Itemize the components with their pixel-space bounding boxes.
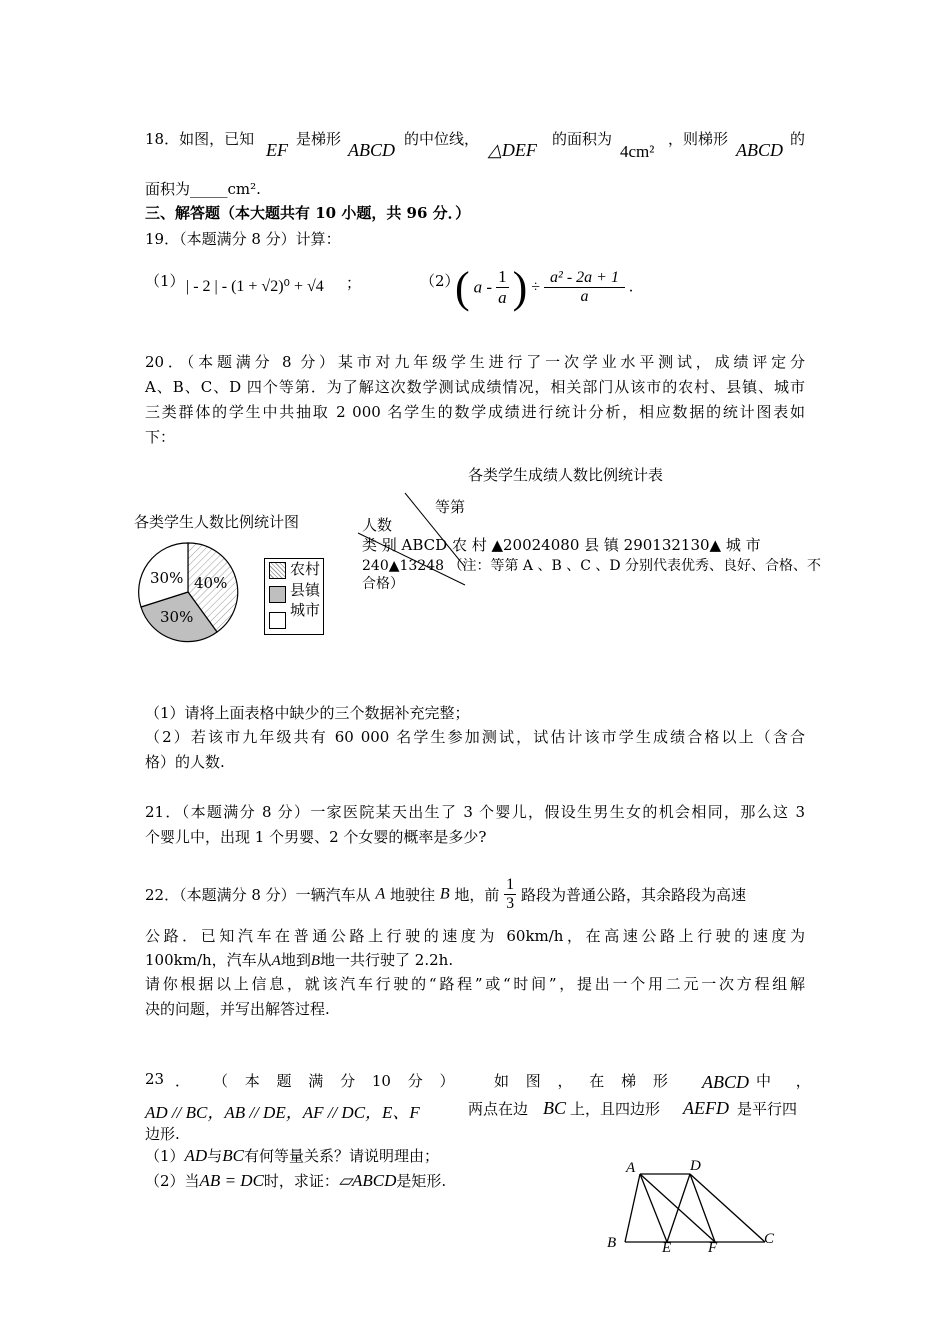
q20-row-text2: 240▲13248 （注：等第 A 、B 、C 、D 分别代表优秀、良好、合格、不	[362, 558, 822, 574]
fig-label-f: F	[708, 1240, 718, 1256]
q19-p2-frac1	[496, 267, 509, 308]
q19-head: 19．（本题满分 8 分）计算：	[145, 230, 341, 248]
q19-p2-frac2-den: a	[580, 288, 589, 305]
q22-l1d: 路段为普通公路，其余路段为高速	[520, 886, 746, 904]
edge-dc	[690, 1174, 765, 1242]
q19-p2-lparen: (	[455, 263, 470, 312]
q23-head-rest: 如 图 ， 在 梯 形	[494, 1072, 668, 1090]
q20-line1: 20．（本题满分 8 分）某市对九年级学生进行了一次学业水平测试，成绩评定分	[145, 353, 805, 371]
q20-table-title: 各类学生成绩人数比例统计表	[468, 466, 664, 484]
q20-line3: 三类群体的学生中共抽取 2 000 名学生的数学成绩进行统计分析，相应数据的统计图表如	[145, 403, 805, 421]
q22-l3c: 地一共行驶了 2.2h.	[320, 951, 454, 969]
q19-p2-frac1-den: a	[498, 288, 507, 307]
edge-df	[690, 1174, 715, 1242]
q19-p2-frac2	[544, 269, 625, 306]
q23-l2b: 上，且四边形	[570, 1100, 661, 1118]
q18-abcd2: ABCD	[736, 140, 783, 160]
q18-text4: ，则梯形	[668, 130, 729, 148]
q19-p1-end: ；	[346, 274, 362, 292]
q23-s1-label: （1）	[145, 1147, 185, 1165]
q23-sub1	[145, 1145, 439, 1166]
q19-p2-frac2-num: a² - 2a + 1	[544, 269, 625, 288]
q19-p2-a: a -	[473, 277, 493, 297]
edge-ae	[640, 1174, 667, 1242]
q23-l2a: 两点在边	[468, 1100, 529, 1118]
q22-line3	[145, 949, 453, 970]
q19-p2-div: ÷	[531, 278, 541, 296]
q18-line1	[145, 128, 254, 149]
q20-sub2a: （2）若该市九年级共有 60 000 名学生参加测试，试估计该市学生成绩合格以上（含合	[145, 728, 805, 746]
q20-sub2b: 格）的人数.	[145, 753, 225, 771]
q22-line2: 公路．已知汽车在普通公路上行驶的速度为 60km/h，在高速公路上行驶的速度为	[145, 927, 805, 945]
legend-swatch-city	[269, 612, 286, 629]
q22-b2: B	[310, 953, 321, 969]
q23-s1-yu: 与	[207, 1147, 223, 1165]
q23-l2-math: AD // BC，AB // DE，AF // DC，E、F	[145, 1103, 420, 1122]
q20-pie-label-left: 30%	[150, 569, 184, 587]
q22-frac-den: 3	[506, 895, 515, 912]
q23-s1-bc: BC	[222, 1146, 244, 1165]
q22-line1	[145, 876, 746, 913]
q23-s2-mid: 时，求证：	[263, 1172, 339, 1190]
q18-text5: 的	[790, 130, 806, 148]
q20-header-grade: 等第	[435, 498, 466, 516]
q20-pie-chart	[136, 540, 240, 644]
q21-line2: 个婴儿中，出现 1 个男婴、2 个女婴的概率是多少?	[145, 828, 487, 846]
fig-label-b: B	[607, 1235, 617, 1251]
fig-label-e: E	[662, 1240, 672, 1256]
q23-s1-rest: 有何等量关系？请说明理由；	[243, 1147, 439, 1165]
legend-label-county: 县镇	[290, 581, 321, 599]
q18-def: △DEF	[488, 140, 537, 160]
q23-s2-para: ▱ABCD	[338, 1171, 397, 1190]
q23-l2c: 是平行四	[737, 1100, 798, 1118]
q22-line4: 请你根据以上信息，就该汽车行驶的“路程”或“时间”，提出一个用二元一次方程组解	[145, 975, 805, 993]
q22-l1c: 地，前	[454, 886, 500, 904]
q23-line3: 边形.	[145, 1125, 180, 1143]
edge-de	[667, 1174, 690, 1242]
q18-text3: 的面积为	[552, 130, 613, 148]
q20-row-text1: 类 别 ABCD 农 村 ▲20024080 县 镇 290132130▲ 城 市	[362, 536, 761, 554]
q23-num: 23	[145, 1070, 165, 1088]
edge-af	[640, 1174, 715, 1242]
q20-row-text3: 合格）	[362, 576, 404, 592]
q19-p2-frac1-num: 1	[498, 267, 507, 286]
fig-label-c: C	[764, 1231, 775, 1247]
q23-s2-label: （2）当	[145, 1172, 200, 1190]
q23-s2-end: 是矩形.	[396, 1172, 447, 1190]
q19-p2-end: .	[628, 278, 633, 296]
legend-label-rural: 农村	[290, 560, 321, 578]
q20-pie-title: 各类学生人数比例统计图	[134, 513, 300, 531]
q23-bc: BC	[543, 1098, 567, 1118]
q19-p2-rparen: )	[512, 263, 528, 312]
q23-abcd: ABCD	[702, 1072, 749, 1092]
fig-label-a: A	[626, 1160, 636, 1176]
q23-dot: ．	[175, 1072, 191, 1090]
q19-p2-label: （2）	[420, 272, 460, 290]
q20-sub1: （1）请将上面表格中缺少的三个数据补充完整；	[145, 704, 470, 722]
q21-line1: 21．（本题满分 8 分）一家医院某天出生了 3 个婴儿，假设生男生女的机会相同，那么这 3	[145, 803, 805, 821]
q22-frac-num: 1	[506, 876, 515, 893]
legend-label-city: 城市	[290, 601, 321, 619]
q23-sub2	[145, 1170, 446, 1191]
q18-abcd: ABCD	[348, 140, 395, 160]
q19-p2-expr	[455, 262, 633, 313]
q19-p1-label: （1）	[145, 272, 185, 290]
legend-swatch-county	[269, 586, 286, 603]
q19-p1-expr: | - 2 | - (1 + √2)⁰ + √4	[186, 278, 324, 295]
q18-text1: 是梯形	[296, 130, 342, 148]
q23-s2-eq: AB = DC	[199, 1171, 264, 1190]
fig-label-d: D	[690, 1158, 701, 1174]
q20-pie-label-right: 40%	[194, 574, 228, 592]
q22-fraction	[504, 876, 516, 913]
legend-swatch-rural	[269, 562, 286, 579]
q22-a: A	[375, 885, 386, 903]
q20-line4: 下：	[145, 428, 176, 446]
q20-header-people: 人数	[362, 516, 393, 534]
q20-pie-label-bottom: 30%	[160, 608, 194, 626]
q18-text2: 的中位线，	[404, 130, 480, 148]
section3-heading: 三、解答题（本大题共有 10 小题，共 96 分．）	[145, 204, 471, 222]
q18-area: 4cm²	[620, 142, 655, 161]
q18-ef: EF	[266, 140, 288, 160]
q23-aefd: AEFD	[683, 1098, 729, 1118]
q22-l3a: 100km/h，汽车从	[145, 951, 272, 969]
q22-line5: 决的问题，并写出解答过程.	[145, 1000, 330, 1018]
q20-line2: A、B、C、D 四个等第．为了解这次数学测试成绩情况，相关部门从该市的农村、县镇、城市	[145, 378, 805, 396]
q18-line2: 面积为_____cm².	[145, 180, 261, 198]
q22-l1b: 地驶往	[390, 886, 436, 904]
q18-number: 18．如图，已知	[145, 130, 255, 148]
edge-ab	[625, 1174, 640, 1242]
q23-paren: （ 本 题 满 分 10 分 ）	[213, 1072, 455, 1090]
q22-b: B	[439, 885, 450, 903]
q23-zhong: 中 ，	[756, 1072, 811, 1090]
q22-a2: A	[271, 953, 281, 969]
q23-s1-ad: AD	[184, 1146, 208, 1165]
q22-l3b: 地到	[280, 951, 311, 969]
q22-l1a: 22．（本题满分 8 分）一辆汽车从	[145, 886, 371, 904]
